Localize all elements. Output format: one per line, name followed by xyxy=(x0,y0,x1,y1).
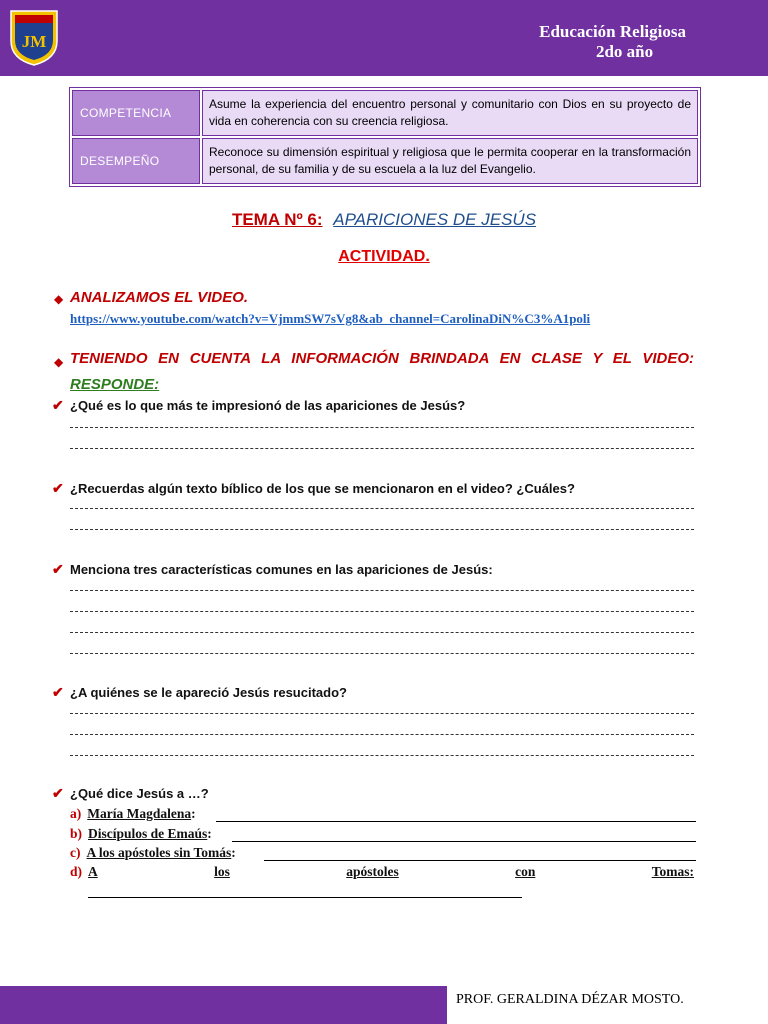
sub-item-text: María Magdalena xyxy=(87,806,192,821)
answer-line[interactable] xyxy=(232,841,696,842)
question-5: ¿Qué dice Jesús a …? xyxy=(70,786,209,801)
course-name: Educación Religiosa xyxy=(539,22,686,41)
sub-item-letter: d) xyxy=(70,864,83,879)
answer-line[interactable] xyxy=(70,427,694,428)
check-icon: ✔ xyxy=(52,397,64,413)
section-heading-instructions: TENIENDO EN CUENTA LA INFORMACIÓN BRINDADA EN CLASE Y EL VIDEO: xyxy=(70,350,694,367)
sub-item-word: los xyxy=(214,864,230,879)
question-3: Menciona tres características comunes en las apariciones de Jesús: xyxy=(70,562,493,577)
section-heading-video: ANALIZAMOS EL VIDEO. xyxy=(70,289,249,306)
grade-label: 2do año xyxy=(595,42,654,61)
table-row xyxy=(72,138,698,184)
sub-item-a xyxy=(70,806,196,822)
topic-heading xyxy=(0,210,768,230)
answer-line[interactable] xyxy=(70,755,694,756)
sub-item-d-letter xyxy=(70,864,88,880)
sub-item-letter: a) xyxy=(70,806,82,821)
answer-line[interactable] xyxy=(264,860,696,861)
competencia-value: Asume la experiencia del encuentro personal y comunitario con Dios en su proyecto de vida en coherencia con su creencia religiosa. xyxy=(202,90,698,136)
answer-line[interactable] xyxy=(70,632,694,633)
sub-item-letter: b) xyxy=(70,826,83,841)
answer-line[interactable] xyxy=(70,529,694,530)
sub-item-word: A xyxy=(88,864,98,879)
sub-item-word: Tomas: xyxy=(651,864,694,879)
answer-line[interactable] xyxy=(70,734,694,735)
sub-item-b xyxy=(70,826,212,842)
diamond-bullet-icon: ◆ xyxy=(54,355,64,369)
sub-item-text: Discípulos de Emaús xyxy=(88,826,208,841)
sub-item-d-text xyxy=(88,864,694,880)
sub-item-colon: : xyxy=(207,826,212,841)
responde-label: RESPONDE: xyxy=(70,376,160,393)
check-icon: ✔ xyxy=(52,785,64,801)
answer-line[interactable] xyxy=(88,897,522,898)
answer-line[interactable] xyxy=(70,590,694,591)
question-2: ¿Recuerdas algún texto bíblico de los que se mencionaron en el video? ¿Cuáles? xyxy=(70,481,575,496)
video-link[interactable]: https://www.youtube.com/watch?v=VjmmSW7sVg8&ab_channel=CarolinaDiN%C3%A1poli xyxy=(70,311,591,326)
sub-item-letter: c) xyxy=(70,845,81,860)
answer-line[interactable] xyxy=(70,653,694,654)
sub-item-text: A los apóstoles sin Tomás xyxy=(86,845,232,860)
answer-line[interactable] xyxy=(70,713,694,714)
school-logo xyxy=(7,7,61,67)
activity-heading: ACTIVIDAD. xyxy=(338,248,430,265)
teacher-name: PROF. GERALDINA DÉZAR MOSTO. xyxy=(456,992,684,1007)
question-4: ¿A quiénes se le apareció Jesús resucitado? xyxy=(70,685,347,700)
sub-item-colon: : xyxy=(191,806,196,821)
answer-line[interactable] xyxy=(70,611,694,612)
sub-item-c xyxy=(70,845,236,861)
competency-table xyxy=(69,87,701,187)
diamond-bullet-icon: ◆ xyxy=(54,292,64,306)
check-icon: ✔ xyxy=(52,561,64,577)
topic-label: TEMA Nº 6: xyxy=(231,210,323,229)
header-title xyxy=(539,22,686,62)
answer-line[interactable] xyxy=(216,821,696,822)
topic-title: APARICIONES DE JESÚS xyxy=(333,210,537,229)
sub-item-word: apóstoles xyxy=(346,864,399,879)
check-icon: ✔ xyxy=(52,480,64,496)
desempeno-value: Reconoce su dimensión espiritual y religiosa que le permita cooperar en la transformación personal, de su familia y de su escuela a la luz del Evangelio. xyxy=(202,138,698,184)
answer-line[interactable] xyxy=(70,448,694,449)
sub-item-colon: : xyxy=(231,845,236,860)
desempeno-label: DESEMPEÑO xyxy=(72,138,200,184)
sub-item-word: con xyxy=(515,864,536,879)
logo-letters: JM xyxy=(21,32,47,51)
competencia-label: COMPETENCIA xyxy=(72,90,200,136)
question-1: ¿Qué es lo que más te impresionó de las apariciones de Jesús? xyxy=(70,398,466,413)
answer-line[interactable] xyxy=(70,508,694,509)
check-icon: ✔ xyxy=(52,684,64,700)
table-row xyxy=(72,90,698,136)
